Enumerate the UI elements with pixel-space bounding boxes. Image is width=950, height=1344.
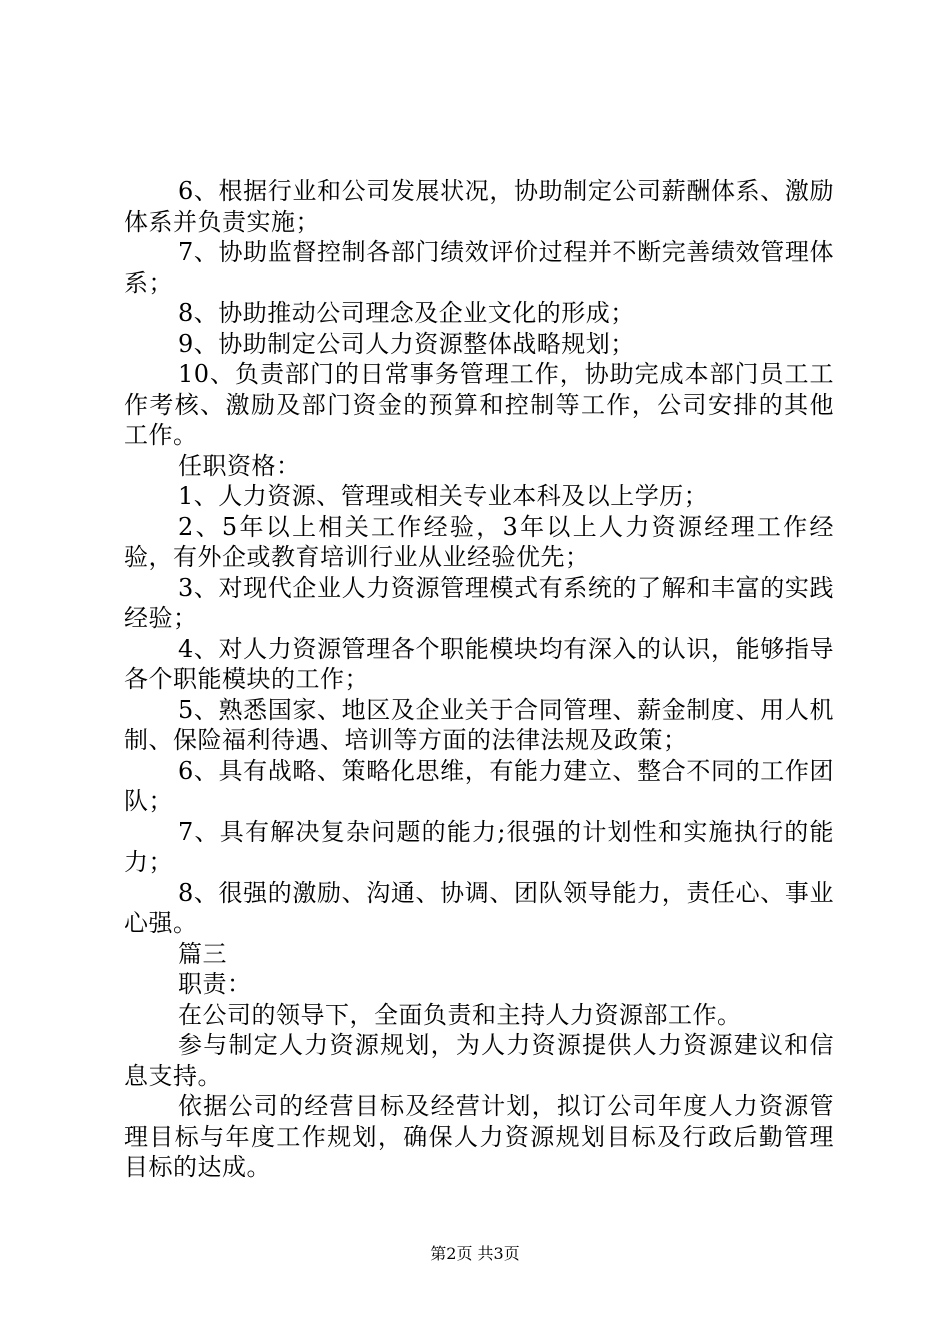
paragraph: 7、协助监督控制各部门绩效评价过程并不断完善绩效管理体系； [124, 238, 834, 297]
paragraph: 依据公司的经营目标及经营计划，拟订公司年度人力资源管理目标与年度工作规划，确保人力资源规划目标及行政后勤管理目标的达成。 [124, 1092, 834, 1181]
paragraph: 7、具有解决复杂问题的能力;很强的计划性和实施执行的能力； [124, 817, 834, 876]
paragraph: 2、5年以上相关工作经验，3年以上人力资源经理工作经验，有外企或教育培训行业从业经验优先； [124, 512, 834, 571]
section-heading: 篇三 [178, 939, 227, 968]
paragraph: 8、很强的激励、沟通、协调、团队领导能力，责任心、事业心强。 [124, 878, 834, 937]
paragraph: 8、协助推动公司理念及企业文化的形成； [178, 299, 635, 327]
paragraph: 9、协助制定公司人力资源整体战略规划； [178, 329, 635, 358]
paragraph: 6、具有战略、策略化思维，有能力建立、整合不同的工作团队； [124, 756, 834, 815]
section-heading: 任职资格： [178, 451, 301, 480]
paragraph: 1、人力资源、管理或相关专业本科及以上学历； [178, 482, 709, 510]
section-heading: 职责： [178, 970, 252, 998]
paragraph: 10、负责部门的日常事务管理工作，协助完成本部门员工工作考核、激励及部门资金的预算和控制等工作，公司安排的其他工作。 [124, 360, 834, 449]
page-footer [0, 1244, 950, 1264]
paragraph: 6、根据行业和公司发展状况，协助制定公司薪酬体系、激励体系并负责实施； [124, 177, 834, 236]
paragraph: 在公司的领导下，全面负责和主持人力资源部工作。 [178, 1000, 742, 1029]
paragraph: 5、熟悉国家、地区及企业关于合同管理、薪金制度、用人机制、保险福利待遇、培训等方面的法律法规及政策； [124, 695, 834, 754]
page-number: 第2页 共3页 [430, 1244, 520, 1263]
document-body [124, 176, 834, 1183]
paragraph: 4、对人力资源管理各个职能模块均有深入的认识，能够指导各个职能模块的工作； [124, 634, 834, 693]
paragraph: 参与制定人力资源规划，为人力资源提供人力资源建议和信息支持。 [124, 1031, 834, 1090]
paragraph: 3、对现代企业人力资源管理模式有系统的了解和丰富的实践经验； [124, 573, 834, 632]
